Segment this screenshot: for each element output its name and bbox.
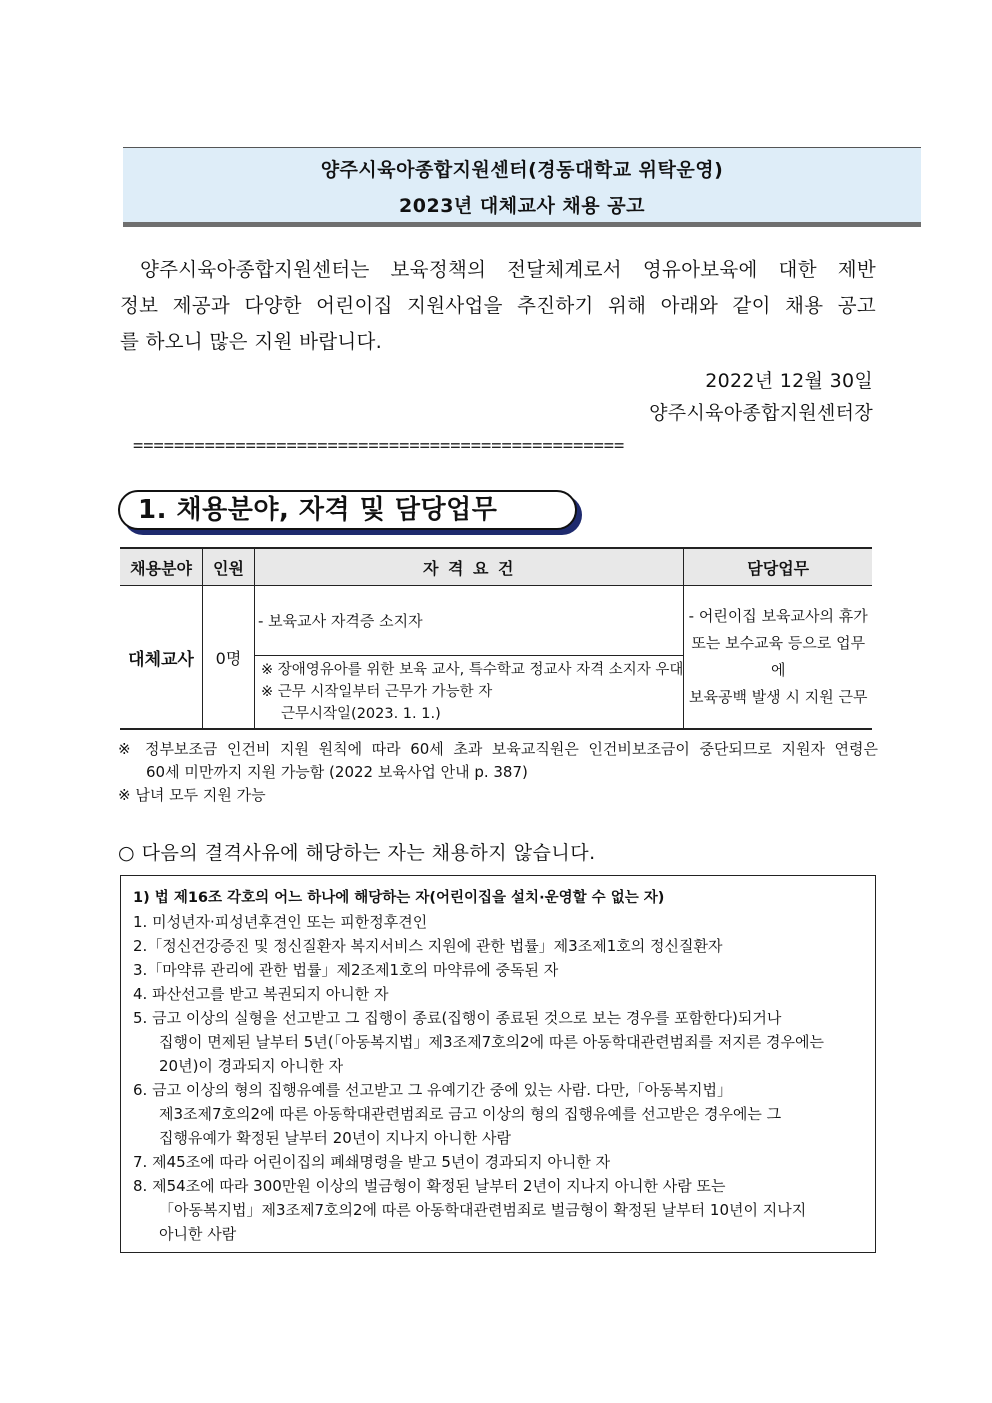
cell-field: 대체교사 <box>120 586 203 730</box>
item-6a: 6. 금고 이상의 형의 집행유예를 선고받고 그 유예기간 중에 있는 사람. 다만,「아동복지법」 <box>133 1081 732 1099</box>
item-5a: 5. 금고 이상의 실형을 선고받고 그 집행이 종료(집행이 종료된 것으로 보는 경우를 포함한다)되거나 <box>133 1009 782 1027</box>
pref-line-2: ※ 근무 시작일부터 근무가 가능한 자 <box>261 684 493 700</box>
header-count: 인원 <box>203 548 255 586</box>
intro-line-3: 를 하오니 많은 지원 바랍니다. <box>120 330 383 353</box>
pref-line-1: ※ 장애영유아를 위한 보육 교사, 특수학교 정교사 자격 소지자 우대 <box>261 662 684 678</box>
signer: 양주시육아종합지원센터장 <box>649 402 873 424</box>
intro-line-2: 정보 제공과 다양한 어린이집 지원사업을 추진하기 위해 아래와 같이 채용 공고 <box>120 294 876 317</box>
item-7: 7. 제45조에 따라 어린이집의 폐쇄명령을 받고 5년이 경과되지 아니한 자 <box>133 1153 611 1171</box>
duty-line-2: 또는 보수교육 등으로 업무에 <box>691 634 866 679</box>
title-line-2: 2023년 대체교사 채용 공고 <box>399 195 645 217</box>
item-8c: 아니한 사람 <box>159 1225 237 1243</box>
item-8a: 8. 제54조에 따라 300만원 이상의 벌금형이 확정된 날부터 2년이 지나지 아니한 사람 또는 <box>133 1177 726 1195</box>
pref-line-3: 근무시작일(2023. 1. 1.) <box>281 706 441 722</box>
notes <box>118 738 878 807</box>
title-box <box>123 147 921 227</box>
intro-line-1: 양주시육아종합지원센터는 보육정책의 전달체계로서 영유아보육에 대한 제반 <box>140 258 876 281</box>
cell-req-main: - 보육교사 자격증 소지자 <box>255 586 684 656</box>
duty-line-1: - 어린이집 보육교사의 휴가 <box>688 607 868 625</box>
item-6b: 제3조제7호의2에 따른 아동학대관련범죄로 금고 이상의 형의 집행유예를 선고받은 경우에는 그 <box>159 1105 782 1123</box>
item-5c: 20년)이 경과되지 아니한 자 <box>159 1057 344 1075</box>
note-2: ※ 남녀 모두 지원 가능 <box>118 786 266 804</box>
item-3: 3.「마약류 관리에 관한 법률」제2조제1호의 마약류에 중독된 자 <box>133 961 559 979</box>
header-field: 채용분야 <box>120 548 203 586</box>
item-4: 4. 파산선고를 받고 복권되지 아니한 자 <box>133 985 389 1003</box>
title-line-1: 양주시육아종합지원센터(경동대학교 위탁운영) <box>320 159 724 181</box>
disqualification-box <box>120 875 876 1253</box>
cell-duties <box>684 586 872 730</box>
announcement-date: 2022년 12월 30일 <box>705 370 873 392</box>
divider-line: ================================================ <box>133 436 625 456</box>
item-6c: 집행유예가 확정된 날부터 20년이 지나지 아니한 사람 <box>159 1129 511 1147</box>
header-requirements: 자 격 요 건 <box>255 548 684 586</box>
cell-count: 0명 <box>203 586 255 730</box>
item-5b: 집행이 면제된 날부터 5년(「아동복지법」제3조제7호의2에 따른 아동학대관련범죄를 저지른 경우에는 <box>159 1033 825 1051</box>
item-2: 2.「정신건강증진 및 정신질환자 복지서비스 지원에 관한 법률」제3조제1호의 정신질환자 <box>133 937 723 955</box>
item-1: 1. 미성년자·피성년후견인 또는 피한정후견인 <box>133 913 428 931</box>
disqualification-intro: ○ 다음의 결격사유에 해당하는 자는 채용하지 않습니다. <box>118 842 596 864</box>
recruitment-table <box>120 547 872 730</box>
duty-line-3: 보육공백 발생 시 지원 근무 <box>688 688 868 706</box>
section-heading-1: 1. 채용분야, 자격 및 담당업무 <box>118 490 577 530</box>
box-heading: 1) 법 제16조 각호의 어느 하나에 해당하는 자(어린이집을 설치·운영할 수 없는 자) <box>133 890 665 906</box>
header-duties: 담당업무 <box>684 548 872 586</box>
item-8b: 「아동복지법」제3조제7호의2에 따른 아동학대관련범죄로 벌금형이 확정된 날부터 10년이 지나지 <box>159 1201 807 1219</box>
cell-req-preferences <box>255 656 684 730</box>
note-1a: ※ 정부보조금 인건비 지원 원칙에 따라 60세 초과 보육교직원은 인건비보조금이 중단되므로 지원자 연령은 <box>118 740 878 758</box>
note-1b: 60세 미만까지 지원 가능함 (2022 보육사업 안내 p. 387) <box>146 763 528 781</box>
intro-paragraph <box>120 252 876 360</box>
